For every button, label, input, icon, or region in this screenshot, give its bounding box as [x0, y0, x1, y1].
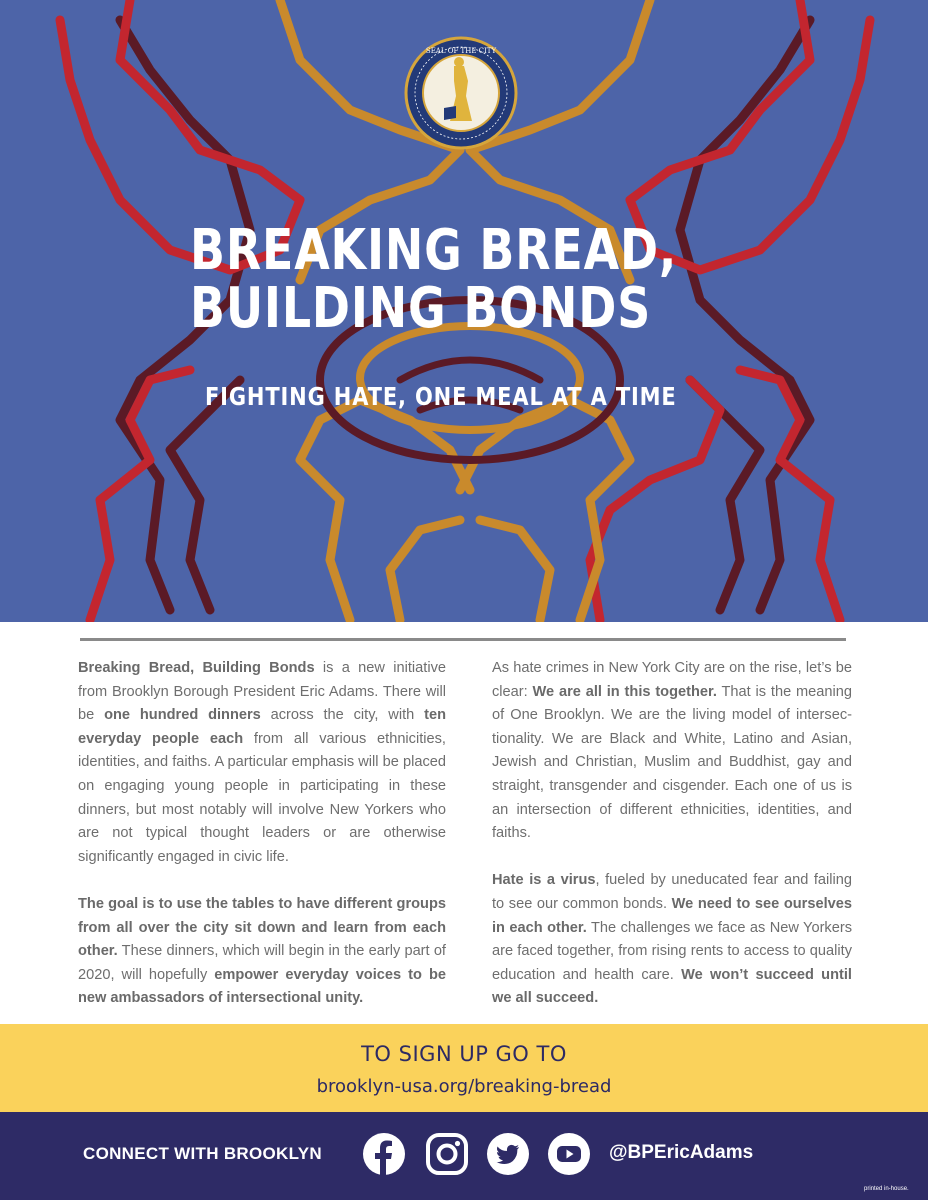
seal-of-brooklyn-icon [404, 36, 518, 150]
connect-label: CONNECT WITH BROOKLYN [83, 1144, 322, 1163]
body-text: These dinners, which will begin in the early part of 2020, will hopefully [78, 943, 446, 983]
signup-heading: TO SIGN UP GO TO [361, 1042, 567, 1066]
twitter-icon[interactable] [486, 1132, 530, 1176]
svg-text:SEAL OF THE CITY: SEAL OF THE CITY [425, 47, 497, 55]
body-text: The challenges we face as New Yorkers are faced together, from rising rents to access to quality education and health care. [492, 919, 852, 983]
body-text: from all various ethnicities, identities, and faiths. A particular emphasis will be placed on engaging young people in participating in these dinners, but most notably will involve New Yorkers who are not typical thought leaders or are otherwise significantly engaged in civic life. [78, 730, 446, 865]
title-line-1: BREAKING BREAD, [190, 218, 678, 283]
bold-text: empower everyday voices to be new ambassadors of intersectional unity. [78, 966, 446, 1007]
bold-text: ten everyday people each [78, 707, 446, 747]
facebook-icon[interactable] [362, 1132, 406, 1176]
body-text: is a new initiative from Brooklyn Borough President Eric Adams. There will be [78, 660, 446, 724]
bold-text: The goal is to use the tables to have different groups from all over the city sit down and learn from each other. [78, 895, 446, 960]
body-text: , fueled by uneducated fear and failing to see our common bonds. [492, 872, 853, 912]
body-column-left [78, 657, 446, 1035]
bold-text: We are all in this together. [532, 683, 717, 700]
social-handle[interactable]: @BPEricAdams [609, 1142, 754, 1163]
body-text: across the city, with [260, 707, 425, 724]
paragraph-2 [78, 893, 446, 1011]
page-title [190, 218, 678, 341]
youtube-icon[interactable] [547, 1132, 591, 1176]
body-text: That is the meaning of One Brooklyn. We are the living model of intersectionality. We are Black and White, Latino and Asian, Jewish and Christian, Muslim and Buddhist, gay and straight, transgender and cisgender. Each one of us is an intersection of different ethnicities, identities, and faiths. [492, 683, 852, 842]
bold-text: We need to see ourselves in each other. [492, 895, 852, 936]
title-line-2: BUILDING BONDS [190, 276, 652, 341]
page-subtitle: FIGHTING HATE, ONE MEAL AT A TIME [205, 382, 677, 411]
bold-text: We won’t succeed until we all succeed. [492, 966, 852, 1007]
footer [0, 1112, 928, 1200]
paragraph-4 [492, 869, 852, 1011]
instagram-icon[interactable] [425, 1132, 469, 1176]
bold-text: Breaking Bread, Building Bonds [78, 660, 315, 676]
signup-link[interactable]: brooklyn-usa.org/breaking-bread [316, 1076, 612, 1097]
body-column-right [492, 657, 852, 1035]
paragraph-1 [78, 657, 446, 869]
printed-note: printed in-house. [864, 1186, 909, 1192]
divider [80, 638, 846, 641]
body-text: As hate crimes in New York City are on the rise, let’s be clear: [492, 660, 852, 700]
paragraph-3 [492, 657, 852, 846]
bold-text: Hate is a virus [492, 872, 596, 889]
signup-banner [0, 1024, 928, 1112]
bold-text: one hundred dinners [104, 707, 261, 724]
